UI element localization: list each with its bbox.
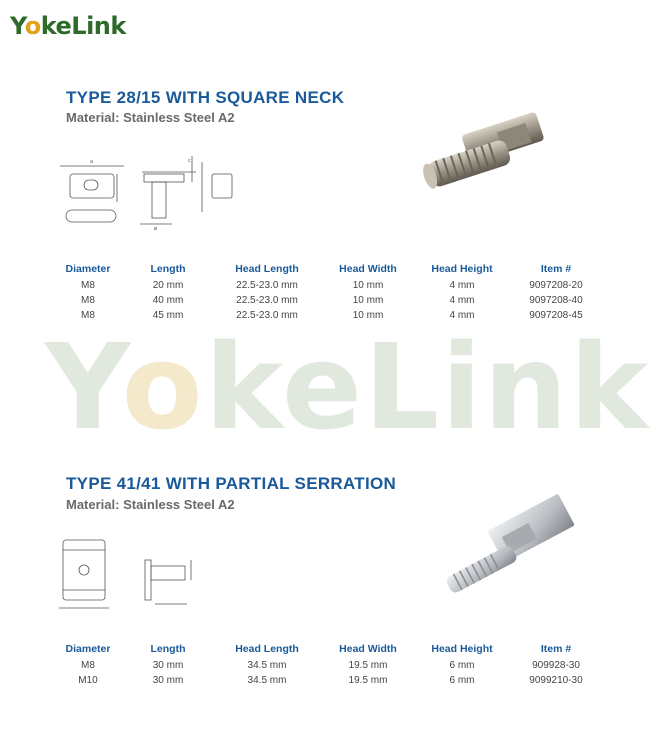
section1-product-photo: [415, 105, 585, 235]
table-row: M8 20 mm 22.5-23.0 mm 10 mm 4 mm 9097208-20: [81, 280, 583, 291]
section2-product-photo: [430, 490, 590, 610]
table-header-row: Diameter Length Head Length Head Width Head Height Item #: [65, 263, 572, 275]
section1-title: TYPE 28/15 WITH SQUARE NECK: [66, 88, 345, 107]
section1-spec-table: [52, 263, 602, 323]
section1-material: Material: Stainless Steel A2: [66, 110, 235, 125]
section2-technical-drawing: [55, 530, 205, 618]
svg-text:c: c: [188, 158, 191, 164]
table-row: M8 45 mm 22.5-23.0 mm 10 mm 4 mm 9097208-45: [81, 310, 583, 321]
watermark-logo: YokeLink: [45, 318, 650, 456]
table-row: M8 30 mm 34.5 mm 19.5 mm 6 mm 909928-30: [81, 660, 580, 671]
svg-text:ø: ø: [154, 226, 158, 232]
section2-material: Material: Stainless Steel A2: [66, 497, 235, 512]
table-row: M8 40 mm 22.5-23.0 mm 10 mm 4 mm 9097208-40: [81, 295, 583, 306]
brand-logo: YokeLink: [10, 12, 126, 40]
section1-technical-drawing: [52, 152, 242, 232]
section2-title: TYPE 41/41 WITH PARTIAL SERRATION: [66, 474, 397, 493]
svg-text:a: a: [90, 159, 94, 165]
table-header-row: Diameter Length Head Length Head Width Head Height Item #: [65, 643, 572, 655]
section2-spec-table: [52, 643, 602, 688]
table-row: M10 30 mm 34.5 mm 19.5 mm 6 mm 9099210-30: [78, 675, 583, 686]
